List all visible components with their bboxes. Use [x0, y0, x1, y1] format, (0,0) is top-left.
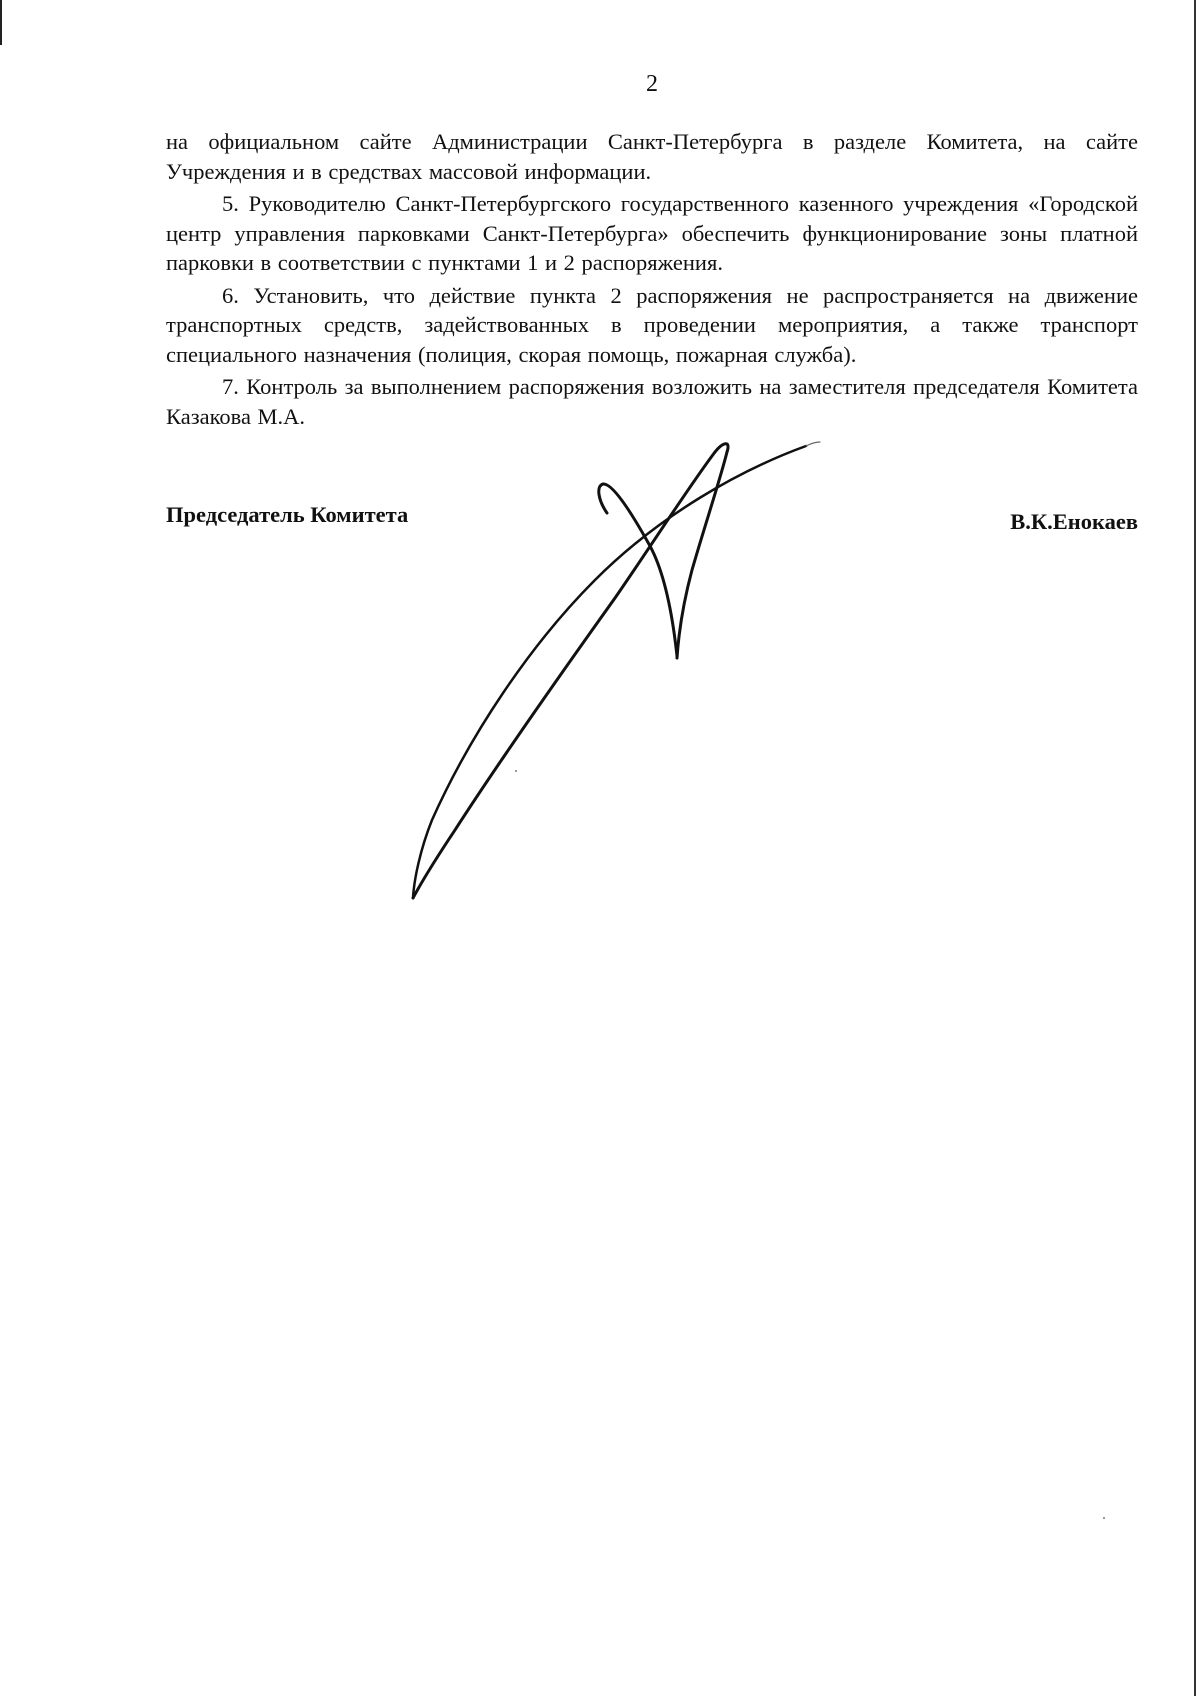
scan-edge-left	[0, 0, 2, 45]
paragraph-continuation: на официальном сайте Администрации Санкт-Петербурга в разделе Комитета, на сайте Учреждения и в средствах массовой информации.	[166, 129, 1138, 184]
body-text	[166, 127, 1138, 434]
signatory-name: В.К.Енокаев	[1010, 509, 1138, 534]
paragraph-item-5: 5. Руководителю Санкт-Петербургского государственного казенного учреждения «Городской центр управления парковками Санкт-Петербурга» обеспечить функционирование зоны платной парковки в соответствии с пунктами 1 и 2 распоряжения.	[166, 191, 1138, 275]
signatory-title: Председатель Комитета	[166, 502, 409, 527]
paragraph-item-6: 6. Установить, что действие пункта 2 распоряжения не распространяется на движение транспортных средств, задействованных в проведении мероприятия, а также транспорт специального назначения (полиция, скорая помощь, пожарная служба).	[166, 282, 1138, 367]
paragraph-item-7: 7. Контроль за выполнением распоряжения возложить на заместителя председателя Комитета Казакова М.А.	[166, 374, 1138, 429]
page-number: 2	[646, 71, 658, 97]
scan-edge-right	[1194, 0, 1196, 1696]
